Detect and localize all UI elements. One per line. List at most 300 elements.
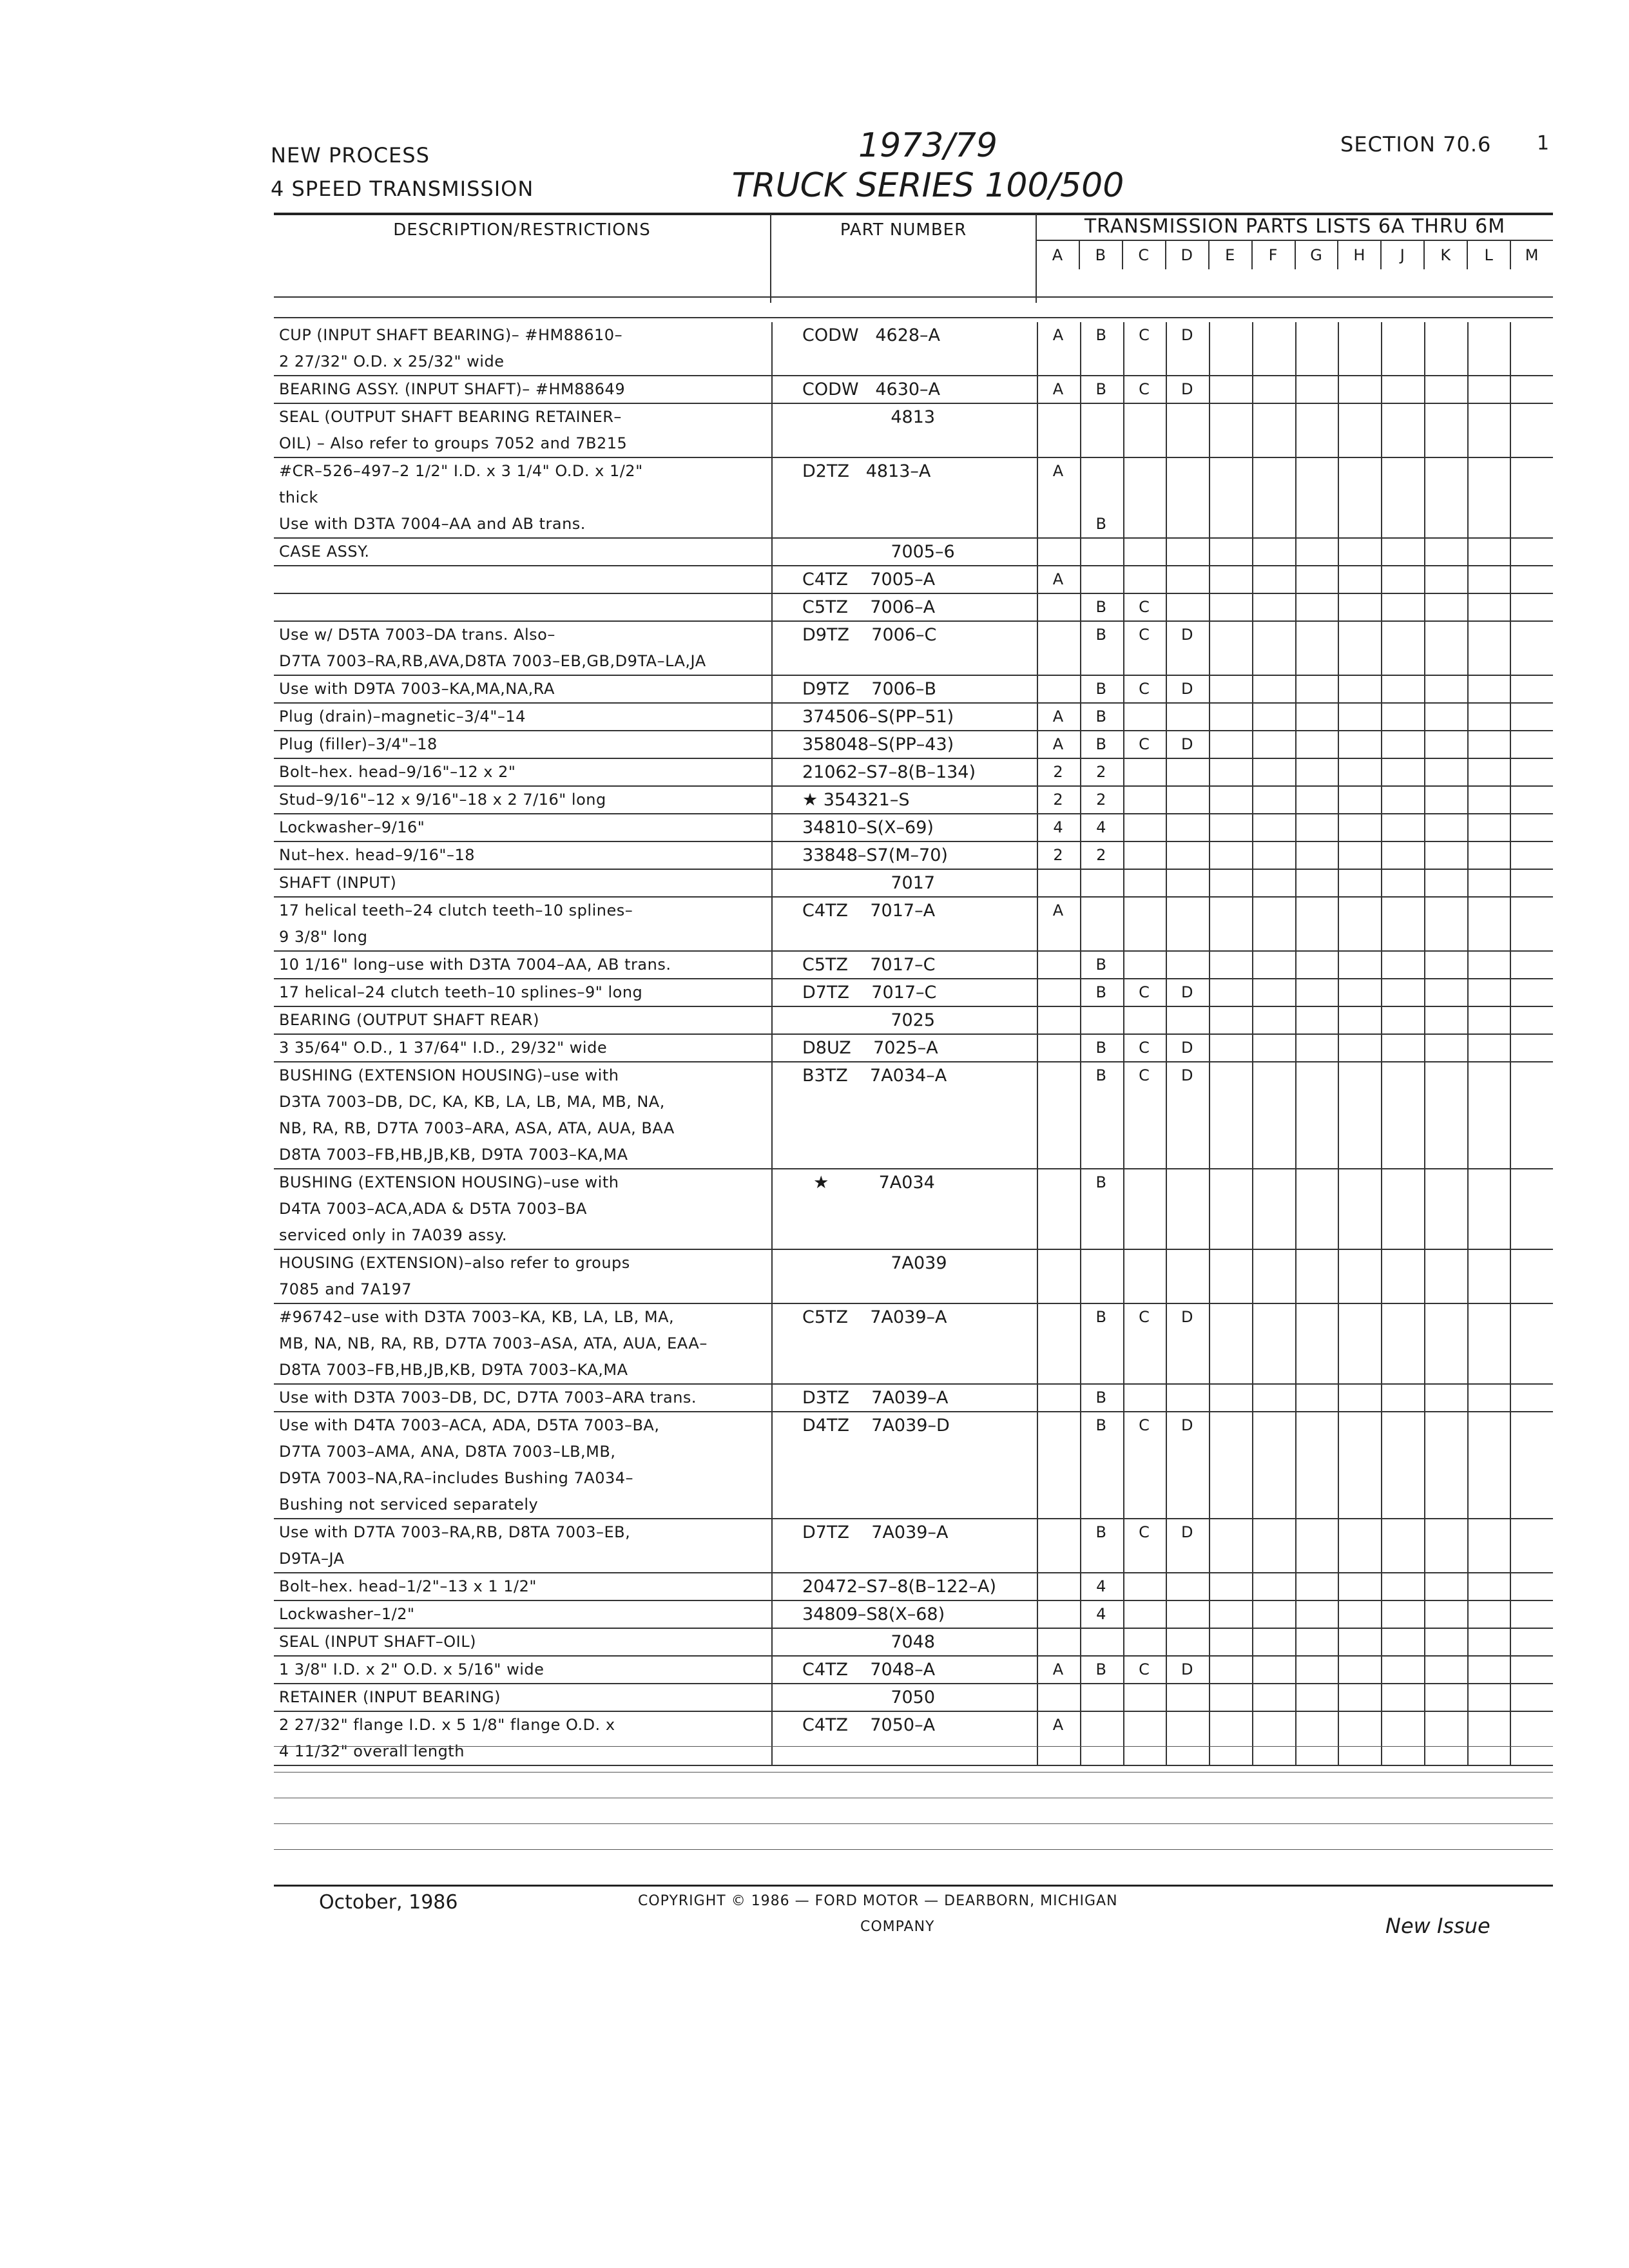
column-divider: [771, 622, 773, 675]
column-divider: [1338, 842, 1339, 869]
row-description: HOUSING (EXTENSION)–also refer to groups 7085 and 7A197: [279, 1254, 630, 1298]
table-row: [274, 898, 1553, 952]
table-row: [274, 1519, 1553, 1573]
column-divider: [1338, 1062, 1339, 1168]
column-divider: [1467, 458, 1469, 537]
row-description: CUP (INPUT SHAFT BEARING)– #HM88610– 2 27/32" O.D. x 25/32" wide: [279, 326, 623, 370]
table-row: [274, 1169, 1553, 1250]
column-divider: [1037, 1035, 1038, 1061]
column-divider: [1295, 814, 1296, 841]
table-row: [274, 759, 1553, 787]
column-divider: [1424, 622, 1425, 675]
column-divider: [771, 566, 773, 593]
column-letter-e: E: [1210, 241, 1253, 269]
column-divider: [1467, 566, 1469, 593]
column-divider: [1209, 1007, 1210, 1033]
column-divider: [1424, 1169, 1425, 1249]
column-divider: [1510, 704, 1511, 730]
column-divider: [1166, 1250, 1167, 1303]
row-part-number: 20472–S7–8(B–122–A): [802, 1577, 996, 1597]
row-description: 17 helical teeth–24 clutch teeth–10 splines– 9 3/8" long: [279, 901, 633, 946]
column-divider: [1424, 1712, 1425, 1765]
column-divider: [1424, 594, 1425, 620]
applicability-mark-b: 2: [1096, 846, 1106, 864]
column-divider: [1424, 1007, 1425, 1033]
column-divider: [1166, 1573, 1167, 1600]
column-divider: [1424, 731, 1425, 758]
applicability-mark-d: D: [1181, 1416, 1193, 1434]
column-divider: [1381, 759, 1382, 785]
column-divider: [1467, 842, 1469, 869]
column-divider: [771, 898, 773, 950]
table-row: [274, 622, 1553, 676]
column-divider: [1510, 787, 1511, 813]
applicability-mark-b: B: [1095, 983, 1106, 1001]
row-part-number: 7050: [802, 1687, 936, 1707]
row-description: #CR–526–497–2 1/2" I.D. x 3 1/4" O.D. x 1/2" thick Use with D3TA 7004–AA and AB trans.: [279, 462, 643, 533]
table-row: [274, 1250, 1553, 1304]
applicability-mark-b: B: [1095, 1039, 1106, 1057]
row-description: RETAINER (INPUT BEARING): [279, 1688, 501, 1706]
applicability-mark-d: D: [1181, 1660, 1193, 1678]
column-divider: [1209, 1601, 1210, 1628]
column-divider: [1381, 787, 1382, 813]
column-divider: [771, 539, 773, 565]
column-divider: [1209, 1385, 1210, 1411]
table-row: [274, 376, 1553, 404]
applicability-mark-b: B: [1095, 598, 1106, 616]
column-divider: [1338, 787, 1339, 813]
column-divider: [1381, 814, 1382, 841]
column-divider: [1209, 539, 1210, 565]
row-description: Use with D3TA 7003–DB, DC, D7TA 7003–ARA trans.: [279, 1389, 697, 1407]
column-divider: [1295, 1062, 1296, 1168]
column-divider: [1252, 952, 1253, 978]
column-divider: [1338, 676, 1339, 702]
column-divider: [1381, 898, 1382, 950]
column-divider: [771, 1035, 773, 1061]
column-divider: [1510, 1519, 1511, 1572]
column-divider: [1338, 979, 1339, 1006]
column-divider: [1338, 1712, 1339, 1765]
column-divider: [1424, 814, 1425, 841]
column-divider: [1166, 842, 1167, 869]
column-divider: [1424, 676, 1425, 702]
column-divider: [1166, 1385, 1167, 1411]
column-divider: [1080, 870, 1081, 896]
applicability-mark-a: A: [1052, 1660, 1064, 1678]
column-divider: [1209, 1684, 1210, 1711]
applicability-mark-b: B: [1095, 380, 1106, 398]
bottom-rule: [274, 1885, 1553, 1887]
column-divider: [1209, 404, 1210, 457]
column-divider: [1295, 1169, 1296, 1249]
column-divider: [1123, 952, 1124, 978]
column-divider: [1123, 539, 1124, 565]
column-divider: [1252, 322, 1253, 375]
applicability-mark-a: A: [1052, 570, 1064, 588]
applicability-mark-b: B: [1095, 735, 1106, 753]
row-part-number: 374506–S(PP–51): [802, 707, 954, 727]
header-left: [271, 139, 534, 206]
column-divider: [1510, 1062, 1511, 1168]
column-divider: [1295, 539, 1296, 565]
column-divider: [1338, 952, 1339, 978]
table-row: [274, 704, 1553, 731]
column-divider: [1295, 622, 1296, 675]
applicability-mark-b: 4: [1096, 1577, 1106, 1595]
column-divider: [771, 1712, 773, 1765]
row-part-number: ★ 7A034: [802, 1173, 935, 1193]
header-years: 1973/79: [858, 126, 998, 165]
column-divider: [1424, 787, 1425, 813]
column-divider: [1381, 952, 1382, 978]
column-divider: [1467, 952, 1469, 978]
applicability-mark-b: B: [1095, 515, 1106, 533]
column-divider: [1338, 704, 1339, 730]
row-description: SEAL (INPUT SHAFT–OIL): [279, 1633, 476, 1651]
column-divider: [771, 1629, 773, 1655]
column-divider: [1424, 376, 1425, 403]
applicability-mark-c: C: [1139, 326, 1150, 344]
column-divider: [1424, 1657, 1425, 1683]
table-row: [274, 458, 1553, 539]
applicability-mark-a: A: [1052, 1716, 1064, 1734]
column-divider: [1424, 1629, 1425, 1655]
column-divider: [1510, 1573, 1511, 1600]
table-row: [274, 1712, 1553, 1766]
column-divider: [1381, 376, 1382, 403]
row-part-number: D9TZ 7006–C: [802, 625, 937, 645]
column-divider: [1381, 1519, 1382, 1572]
column-divider: [1467, 979, 1469, 1006]
column-divider: [1209, 759, 1210, 785]
table-row: [274, 566, 1553, 594]
column-divider: [1338, 594, 1339, 620]
column-divider: [1123, 704, 1124, 730]
column-divider: [1209, 458, 1210, 537]
column-divider: [1295, 376, 1296, 403]
applicability-mark-d: D: [1181, 1523, 1193, 1541]
applicability-mark-a: A: [1052, 735, 1064, 753]
column-divider: [771, 1007, 773, 1033]
column-divider: [1424, 1573, 1425, 1600]
column-divider: [1381, 1629, 1382, 1655]
column-divider: [1209, 566, 1210, 593]
column-divider: [1252, 1519, 1253, 1572]
footer-issue: New Issue: [1385, 1914, 1490, 1938]
column-divider: [1080, 1629, 1081, 1655]
column-divider: [1209, 870, 1210, 896]
column-divider: [1510, 952, 1511, 978]
column-letter-l: L: [1468, 241, 1511, 269]
table-row: [274, 1035, 1553, 1062]
applicability-mark-c: C: [1139, 1308, 1150, 1326]
row-description: Use with D9TA 7003–KA,MA,NA,RA: [279, 680, 555, 698]
column-divider: [1510, 1250, 1511, 1303]
applicability-mark-c: C: [1139, 983, 1150, 1001]
column-divider: [1381, 404, 1382, 457]
column-divider: [1252, 731, 1253, 758]
column-divider: [1252, 622, 1253, 675]
column-divider: [1467, 731, 1469, 758]
applicability-mark-d: D: [1181, 983, 1193, 1001]
column-divider: [1209, 622, 1210, 675]
column-divider: [1381, 979, 1382, 1006]
row-part-number: 34809–S8(X–68): [802, 1604, 945, 1624]
column-divider: [1252, 676, 1253, 702]
column-divider: [1467, 1684, 1469, 1711]
column-divider: [1295, 1712, 1296, 1765]
applicability-mark-c: C: [1139, 598, 1150, 616]
column-letter-d: D: [1166, 241, 1210, 269]
column-divider: [1338, 1573, 1339, 1600]
row-part-number: 7048: [802, 1632, 936, 1652]
row-description: Use w/ D5TA 7003–DA trans. Also– D7TA 7003–RA,RB,AVA,D8TA 7003–EB,GB,D9TA–LA,JA: [279, 626, 706, 670]
column-divider: [1338, 1519, 1339, 1572]
row-description: SEAL (OUTPUT SHAFT BEARING RETAINER– OIL) – Also refer to groups 7052 and 7B215: [279, 408, 628, 452]
applicability-mark-b: B: [1095, 1660, 1106, 1678]
column-divider: [1037, 979, 1038, 1006]
applicability-mark-d: D: [1181, 380, 1193, 398]
column-divider: [1295, 458, 1296, 537]
table-row: [274, 814, 1553, 842]
applicability-mark-a: A: [1052, 462, 1064, 480]
column-divider: [1295, 787, 1296, 813]
column-divider: [1080, 898, 1081, 950]
column-divider: [1252, 1035, 1253, 1061]
column-letter-j: J: [1382, 241, 1425, 269]
column-divider: [1123, 1629, 1124, 1655]
applicability-mark-b: B: [1095, 1173, 1106, 1191]
applicability-mark-b: B: [1095, 626, 1106, 644]
column-divider: [1338, 759, 1339, 785]
row-part-number: 358048–S(PP–43): [802, 735, 954, 754]
column-divider: [1338, 814, 1339, 841]
column-divider: [1209, 1412, 1210, 1518]
column-letter-m: M: [1525, 246, 1539, 264]
column-letter-h: H: [1338, 241, 1382, 269]
applicability-mark-d: D: [1181, 1308, 1193, 1326]
column-divider: [1381, 1684, 1382, 1711]
column-divider: [1467, 1385, 1469, 1411]
column-divider: [1037, 1684, 1038, 1711]
column-divider: [1338, 1169, 1339, 1249]
column-divider: [771, 676, 773, 702]
applicability-mark-d: D: [1181, 626, 1193, 644]
header-series: TRUCK SERIES 100/500: [731, 166, 1124, 205]
column-divider: [1209, 787, 1210, 813]
column-divider: [1510, 322, 1511, 375]
column-divider: [1166, 814, 1167, 841]
column-divider: [1424, 1062, 1425, 1168]
column-divider: [771, 322, 773, 375]
column-divider: [1338, 1035, 1339, 1061]
column-divider: [771, 1250, 773, 1303]
footer-date: October, 1986: [319, 1891, 458, 1914]
column-divider: [1209, 1657, 1210, 1683]
column-divider: [1510, 622, 1511, 675]
row-description: BEARING (OUTPUT SHAFT REAR): [279, 1011, 539, 1029]
column-divider: [1080, 566, 1081, 593]
applicability-mark-b: B: [1095, 956, 1106, 974]
column-divider: [771, 1684, 773, 1711]
column-divider: [1467, 1519, 1469, 1572]
row-description: Nut–hex. head–9/16"–18: [279, 846, 475, 864]
row-description: Plug (filler)–3/4"–18: [279, 735, 438, 753]
row-description: Use with D7TA 7003–RA,RB, D8TA 7003–EB, D9TA–JA: [279, 1523, 631, 1568]
column-divider: [1295, 1601, 1296, 1628]
column-divider: [1381, 1712, 1382, 1765]
column-divider: [1166, 1712, 1167, 1765]
row-description: 10 1/16" long–use with D3TA 7004–AA, AB trans.: [279, 956, 671, 974]
column-divider: [1252, 1062, 1253, 1168]
column-divider: [1381, 1601, 1382, 1628]
row-description: SHAFT (INPUT): [279, 874, 397, 892]
column-divider: [1467, 704, 1469, 730]
column-divider: [1209, 1573, 1210, 1600]
column-divider: [1510, 870, 1511, 896]
column-divider: [1252, 842, 1253, 869]
applicability-mark-b: 4: [1096, 818, 1106, 836]
table-row: [274, 1601, 1553, 1629]
column-divider: [1467, 870, 1469, 896]
column-divider: [1338, 404, 1339, 457]
column-divider: [1381, 676, 1382, 702]
column-letter-f: F: [1253, 241, 1296, 269]
table-row: [274, 1062, 1553, 1169]
table-row: [274, 979, 1553, 1007]
column-divider: [1338, 322, 1339, 375]
column-divider: [1123, 458, 1124, 537]
table-row: [274, 539, 1553, 566]
column-divider: [1467, 539, 1469, 565]
column-divider: [1166, 404, 1167, 457]
column-divider: [1295, 1304, 1296, 1383]
column-divider: [1166, 870, 1167, 896]
column-divider: [1510, 759, 1511, 785]
column-divider: [771, 376, 773, 403]
description-column-header: DESCRIPTION/RESTRICTIONS: [274, 214, 771, 303]
column-divider: [1295, 1629, 1296, 1655]
column-divider: [1295, 952, 1296, 978]
column-divider: [1209, 898, 1210, 950]
column-divider: [1166, 787, 1167, 813]
column-divider: [1424, 404, 1425, 457]
column-divider: [1424, 898, 1425, 950]
column-divider: [1252, 1657, 1253, 1683]
column-divider: [1252, 1412, 1253, 1518]
header-rule-double: [274, 317, 1553, 318]
column-divider: [1295, 1035, 1296, 1061]
column-divider: [1510, 1712, 1511, 1765]
row-description: Use with D4TA 7003–ACA, ADA, D5TA 7003–BA, D7TA 7003–AMA, ANA, D8TA 7003–LB,MB, D9TA 7003–NA,RA–includes Bushing 7A034– Bushing not serviced separately: [279, 1416, 660, 1514]
row-part-number: CODW 4630–A: [802, 380, 941, 399]
column-divider: [1252, 704, 1253, 730]
column-divider: [1123, 1684, 1124, 1711]
column-divider: [1467, 676, 1469, 702]
applicability-mark-a: A: [1052, 380, 1064, 398]
column-divider: [1123, 404, 1124, 457]
column-divider: [1467, 814, 1469, 841]
column-divider: [1166, 1007, 1167, 1033]
column-divider: [1037, 1573, 1038, 1600]
column-divider: [1338, 539, 1339, 565]
row-part-number: C4TZ 7050–A: [802, 1715, 936, 1735]
row-part-number: D7TZ 7017–C: [802, 983, 937, 1003]
column-divider: [1166, 458, 1167, 537]
column-divider: [1209, 676, 1210, 702]
column-divider: [1295, 1684, 1296, 1711]
column-divider: [1510, 676, 1511, 702]
column-divider: [771, 1385, 773, 1411]
applicability-mark-b: B: [1095, 1523, 1106, 1541]
column-divider: [1209, 731, 1210, 758]
column-divider: [1080, 1007, 1081, 1033]
row-part-number: C4TZ 7017–A: [802, 901, 936, 921]
header-rule: [274, 296, 1553, 298]
column-letter-c: C: [1123, 241, 1166, 269]
column-divider: [1252, 1007, 1253, 1033]
column-divider: [1381, 566, 1382, 593]
applicability-mark-d: D: [1181, 735, 1193, 753]
applicability-mark-a: 2: [1053, 791, 1063, 809]
column-divider: [1295, 1250, 1296, 1303]
row-description: 2 27/32" flange I.D. x 5 1/8" flange O.D. x 4 11/32" overall length: [279, 1716, 615, 1760]
column-divider: [1510, 539, 1511, 565]
column-divider: [771, 1573, 773, 1600]
column-divider: [1424, 1684, 1425, 1711]
column-divider: [1252, 1250, 1253, 1303]
applicability-mark-b: B: [1095, 1389, 1106, 1407]
column-divider: [1381, 870, 1382, 896]
applicability-mark-b: B: [1095, 1416, 1106, 1434]
applicability-mark-c: C: [1139, 1416, 1150, 1434]
column-divider: [1252, 870, 1253, 896]
column-divider: [1467, 1007, 1469, 1033]
column-divider: [1037, 1385, 1038, 1411]
column-divider: [1037, 952, 1038, 978]
transmission-column-header: [1037, 214, 1553, 296]
column-divider: [1295, 759, 1296, 785]
column-divider: [1510, 898, 1511, 950]
column-divider: [1037, 1601, 1038, 1628]
column-divider: [1467, 1169, 1469, 1249]
column-letter-a: A: [1037, 241, 1080, 269]
column-letter-k: K: [1425, 241, 1468, 269]
column-divider: [1123, 787, 1124, 813]
column-divider: [1037, 539, 1038, 565]
row-part-number: 4813: [802, 407, 936, 427]
table-row: [274, 731, 1553, 759]
column-divider: [1123, 870, 1124, 896]
column-divider: [1338, 376, 1339, 403]
column-divider: [1467, 1250, 1469, 1303]
applicability-mark-c: C: [1139, 1066, 1150, 1084]
column-divider: [1252, 1385, 1253, 1411]
column-divider: [1424, 979, 1425, 1006]
column-divider: [1295, 1657, 1296, 1683]
table-row: [274, 1573, 1553, 1601]
column-divider: [1123, 759, 1124, 785]
applicability-mark-a: A: [1052, 326, 1064, 344]
column-divider: [771, 704, 773, 730]
column-divider: [1037, 1007, 1038, 1033]
page-number: 1: [1537, 132, 1550, 155]
column-divider: [1467, 1601, 1469, 1628]
column-divider: [1424, 1412, 1425, 1518]
column-divider: [1338, 1601, 1339, 1628]
